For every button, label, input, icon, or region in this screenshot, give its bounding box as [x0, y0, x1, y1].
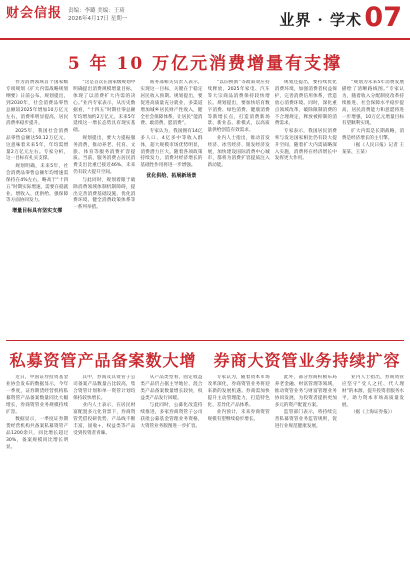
paragraph: 近日，中国证券投资基金业协会发布的数据显示，今年一季度，证券期货经营机构私募资管产品备案数量同比大幅增长，券商资管业务规模持续扩容。 [6, 375, 69, 415]
article1-col3 [140, 80, 202, 335]
article2-col6 [342, 375, 404, 567]
article1-title: 5 年 10 万亿元消费增量有支撑 [67, 54, 343, 74]
article1-col6 [342, 80, 404, 335]
paragraph: 业内人士表示，在居民财富配置多元化背景下，券商资管凭借投研优势，产品线不断丰富，固收+、权益类等产品受到投资者青睐。 [73, 403, 136, 436]
byline: （据《人民日报》记者 王某某、王某） [341, 143, 404, 156]
paragraph: “这是首次在国家级规划中明确提出消费规模增量目标，体现了以消费扩大内需的决心。”业内专家表示，从历史数据看，“十四五”时期社零总额年均增加约2万亿元，未来5年延续这一增长态势具有现实基础。 [73, 80, 136, 134]
paragraph: 2025年，我国社会消费品零售总额达50.12万亿元。这意味着未来5年，年均需增量2万亿元左右。专家分析，这一目标有扎实支撑。 [6, 128, 69, 162]
paragraph: 专家认为，随着资本市场改革深化，券商资管业务将迎来新的发展机遇。券商需加快提升主动管理能力，打造特色化、差异化产品体系。 [207, 375, 270, 408]
paragraph: 与此同时，公募化改造持续推进，多家券商资管子公司获批公募基金管理业务资格，大资管业务版图进一步扩容。 [140, 403, 203, 429]
article1-col5 [275, 80, 337, 335]
subheading: 增量目标具有坚实支撑 [12, 208, 63, 215]
paragraph: 专家认为，我国拥有14亿多人口、4亿多中等收入群体，超大规模市场优势明显，消费潜力巨大。随着各项政策持续发力，消费对经济增长的基础性作用将进一步增强。 [140, 128, 203, 169]
article1-body [6, 80, 404, 335]
article2-col3 [140, 375, 202, 567]
paragraph: 数据显示，一季度证券期货经营机构共备案私募资管产品1200余只，同比增长超过30%，备案规模同比增长明显。 [6, 416, 69, 450]
paragraph: 商务部相关负责人表示，实现这一目标，关键在于稳定居民收入预期。规划提出，要促进高质量充分就业，多渠道增加城乡居民财产性收入，健全社会保障体系，让居民“能消费、敢消费、愿消费”。 [140, 80, 203, 127]
paragraph: 与此同时，规划着眼于破除消费领域体制机制障碍，提出完善消费基础设施、优化消费环境、健全消费政策体系等一系列举措。 [73, 177, 136, 211]
paragraph: 业内人士指出，推动首发经济、冰雪经济、银发经济发展，加快建设国际消费中心城市，都将为消费扩容提质注入新动能。 [207, 135, 270, 169]
article2-col5 [275, 375, 337, 567]
paragraph: 此外，部分券商积极布局养老金融、财富管理等领域，推动资管业务与财富管理业务协同发展，为投资者提供更加多元的资产配置方案。 [274, 375, 337, 408]
article1-col2 [73, 80, 135, 335]
article2-col2 [73, 375, 135, 567]
section-divider [6, 340, 404, 341]
newspaper-logo: 财会信报 [6, 6, 63, 21]
article1-col1 [6, 80, 68, 335]
editor-line: 责编：李璐 美编：王琦 [68, 8, 125, 14]
paragraph: 作为消费领域首个国家级专项规划《扩大内需战略规划纲要》日前公布。规划提出，到2030年，社会消费品零售总额较2025年增加10万亿元左右，消费率明显提高，居民消费率稳步提升。 [6, 80, 69, 127]
article2-body [6, 375, 404, 567]
paragraph: 专家表示，我国居民消费率与发达国家相比仍有较大提升空间，随着扩大内需战略深入实施，消费将在经济增长中发挥更大作用。 [274, 128, 337, 162]
article2-col1 [6, 375, 68, 567]
page-number: 07 [364, 2, 402, 33]
paragraph: 规划提出，要大力提振服务消费，推动养老、托育、文旅、体育等服务消费扩容提质。当前，服务消费占居民消费支出比重已接近46%，未来仍有较大提升空间。 [73, 135, 136, 176]
article1-col4 [208, 80, 270, 335]
header-meta [68, 7, 127, 23]
paragraph: “规划为未来5年消费发展描绘了清晰路线图。”专家认为，随着收入分配制度改革持续推进、社会保障水平稳步提高，居民消费能力和意愿将进一步增强，10万亿元增量目标有望顺利实现。 [341, 80, 404, 127]
paragraph: 其中，券商及其资管子公司备案产品数量占比较高，集合资管计划和单一资管计划均保持较快增长。 [73, 375, 136, 401]
section-title: 业界 · 学术 [279, 11, 362, 29]
paragraph: “以旧换新”等政策效应持续释放，2025年家电、汽车等大宗商品消费保持较快增长。规划提出，要加快培育数字消费、绿色消费、健康消费等新增长点，打造消费新场景、新业态、新模式，以高质量供给创造有效需求。 [207, 80, 270, 134]
article2-col4 [208, 375, 270, 567]
byline: （据《上海证券报》） [351, 410, 395, 416]
subheading: 优化供给、拓展新场景 [146, 173, 197, 180]
paragraph: 业内人士指出，券商资管应坚守“受人之托、代人理财”的本源，提升投资者服务水平，助力资本市场高质量发展。 [341, 375, 404, 408]
article2-title: 私募资管产品备案数大增 券商大资管业务持续扩容 [9, 351, 401, 370]
paragraph: 扩大内需是长期战略，消费是经济增长的主引擎。 [341, 128, 404, 141]
page-header [0, 0, 410, 40]
paragraph: 规划明确，未来5年，社会消费品零售总额年均增速需保持在4%左右，略高于“十四五”时期实际增速，需要在稳就业、增收入、优供给、强保障等方面协同发力。 [6, 163, 69, 204]
paragraph: 监管部门表示，将持续完善私募资管业务监管规则，促进行业规范健康发展。 [274, 410, 337, 429]
paragraph: 从产品类型看，固定收益类产品仍占据主导地位，混合类产品备案数量增长较快，权益类产品发行回暖。 [140, 375, 203, 401]
date-line: 2026年4月17日 星期一 [68, 16, 128, 22]
paragraph: 规划还提出，要持续优化消费环境，加强消费者权益保护，完善消费信用体系，营造放心消费环境。同时，深化重点领域改革，破除限制消费的不合理规定，释放被抑制的消费需求。 [274, 80, 337, 127]
paragraph: 业内预计，未来券商资管规模有望继续稳步增长。 [207, 410, 270, 422]
